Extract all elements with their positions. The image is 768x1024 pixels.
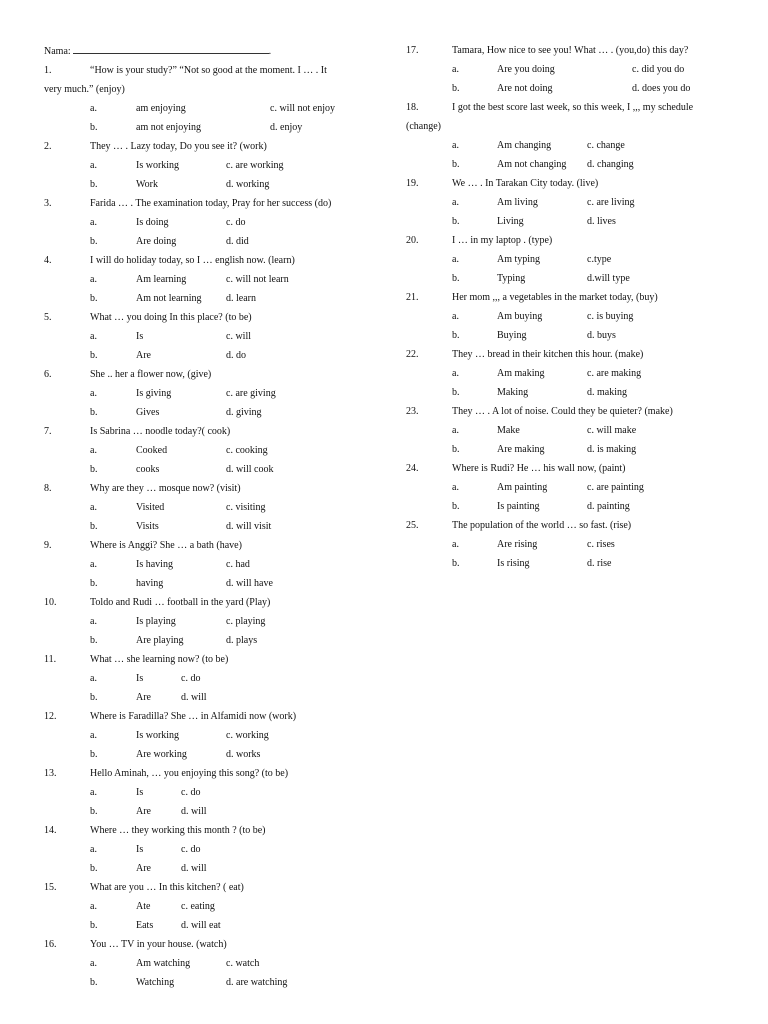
question-text: Where … they working this month ? (to be): [90, 825, 266, 836]
question-17: [384, 45, 768, 59]
question-text: Why are they … mosque now? (visit): [90, 483, 241, 494]
option-a: Am painting: [497, 482, 548, 493]
question-text-continued: (change): [406, 121, 441, 132]
options-row: [0, 958, 384, 972]
option-c: c. are living: [587, 197, 635, 208]
option-letter: b.: [90, 179, 98, 190]
option-b: Gives: [136, 407, 160, 418]
question-text: I got the best score last week, so this week, I ,,, my schedule: [452, 102, 694, 113]
option-b: Are doing: [136, 236, 177, 247]
question-13: [0, 768, 384, 782]
question-5: [0, 312, 384, 326]
option-letter: a.: [452, 311, 459, 322]
option-d: d. will: [181, 863, 207, 874]
option-b: Are making: [497, 444, 545, 455]
option-b: Living: [497, 216, 524, 227]
question-23: [384, 406, 768, 420]
option-b: having: [136, 578, 164, 589]
question-1: [0, 65, 384, 79]
option-a: Visited: [136, 502, 165, 513]
option-letter: a.: [452, 254, 459, 265]
option-d: d. will: [181, 692, 207, 703]
question-number: 17.: [406, 45, 419, 56]
question-10: [0, 597, 384, 611]
option-d: d. does you do: [632, 83, 691, 94]
option-b: Are: [136, 350, 151, 361]
option-letter: b.: [452, 159, 460, 170]
options-row: [384, 197, 768, 211]
options-row: [384, 425, 768, 439]
options-row: [0, 806, 384, 820]
option-c: c. rises: [587, 539, 615, 550]
option-b: Work: [136, 179, 158, 190]
option-letter: a.: [452, 425, 459, 436]
option-letter: a.: [452, 140, 459, 151]
options-row: [0, 673, 384, 687]
option-c: c. will make: [587, 425, 637, 436]
option-letter: a.: [90, 616, 97, 627]
question-text: Where is Anggi? She … a bath (have): [90, 540, 242, 551]
options-row: [0, 977, 384, 991]
options-row: [0, 844, 384, 858]
option-c: c. will: [226, 331, 251, 342]
options-row: [0, 578, 384, 592]
options-row: [384, 482, 768, 496]
question-text: Toldo and Rudi … football in the yard (Play): [90, 597, 271, 608]
option-b: Eats: [136, 920, 154, 931]
option-letter: b.: [90, 464, 98, 475]
option-c: c. had: [226, 559, 250, 570]
question-number: 12.: [44, 711, 57, 722]
question-number: 2.: [44, 141, 52, 152]
question-text: The population of the world … so fast. (rise): [452, 520, 632, 531]
option-d: d. enjoy: [270, 122, 303, 133]
options-row: [0, 749, 384, 763]
option-c: c. is buying: [587, 311, 634, 322]
option-a: Is: [136, 787, 144, 798]
question-text: I … in my laptop . (type): [452, 235, 553, 246]
option-letter: a.: [452, 482, 459, 493]
options-row: [384, 501, 768, 515]
options-row: [0, 179, 384, 193]
option-letter: b.: [90, 920, 98, 931]
option-a: Am living: [497, 197, 538, 208]
options-row: [384, 387, 768, 401]
option-d: d. plays: [226, 635, 258, 646]
option-a: Is giving: [136, 388, 172, 399]
question-text: I will do holiday today, so I … english now. (learn): [90, 255, 295, 266]
question-20: [384, 235, 768, 249]
options-row: [384, 140, 768, 154]
question-number: 16.: [44, 939, 57, 950]
question-text: Where is Faradilla? She … in Alfamidi now (work): [90, 711, 297, 722]
question-2: [0, 141, 384, 155]
option-letter: b.: [452, 273, 460, 284]
question-4: [0, 255, 384, 269]
question-text: She .. her a flower now, (give): [90, 369, 212, 380]
option-letter: a.: [452, 64, 459, 75]
question-number: 21.: [406, 292, 419, 303]
option-letter: b.: [90, 293, 98, 304]
options-row: [384, 311, 768, 325]
option-b: Making: [497, 387, 529, 398]
question-22: [384, 349, 768, 363]
options-row: [0, 521, 384, 535]
option-b: Watching: [136, 977, 175, 988]
name-label: Nama:: [44, 46, 71, 57]
options-row: [384, 444, 768, 458]
option-letter: b.: [90, 407, 98, 418]
option-b: Are playing: [136, 635, 184, 646]
options-row: [0, 331, 384, 345]
question-number: 24.: [406, 463, 419, 474]
question-14: [0, 825, 384, 839]
option-a: Is: [136, 844, 144, 855]
question-text: They … bread in their kitchen this hour. (make): [452, 349, 644, 360]
option-letter: b.: [452, 216, 460, 227]
option-letter: b.: [90, 350, 98, 361]
option-c: c. cooking: [226, 445, 268, 456]
option-c: c. working: [226, 730, 269, 741]
option-d: d.will type: [587, 273, 630, 284]
question-number: 4.: [44, 255, 52, 266]
option-letter: a.: [90, 844, 97, 855]
options-row: [0, 388, 384, 402]
option-letter: a.: [90, 958, 97, 969]
option-letter: a.: [452, 197, 459, 208]
question-number: 20.: [406, 235, 419, 246]
options-row: [0, 236, 384, 250]
options-row: [0, 350, 384, 364]
option-c: c. did you do: [632, 64, 685, 75]
question-text: Is Sabrina … noodle today?( cook): [90, 426, 231, 437]
option-d: d. making: [587, 387, 627, 398]
option-letter: b.: [90, 806, 98, 817]
option-c: c. will not enjoy: [270, 103, 335, 114]
question-15: [0, 882, 384, 896]
question-text: We … . In Tarakan City today. (live): [452, 178, 599, 189]
option-a: Are you doing: [497, 64, 555, 75]
question-25: [384, 520, 768, 534]
question-6: [0, 369, 384, 383]
question-3: [0, 198, 384, 212]
options-row: [384, 539, 768, 553]
question-text: Her mom ,,, a vegetables in the market today, (buy): [452, 292, 658, 303]
question-number: 25.: [406, 520, 419, 531]
options-row: [384, 558, 768, 572]
option-c: c. change: [587, 140, 625, 151]
question-number: 14.: [44, 825, 57, 836]
question-number: 10.: [44, 597, 57, 608]
question-number: 8.: [44, 483, 52, 494]
option-letter: b.: [90, 236, 98, 247]
option-a: Is doing: [136, 217, 169, 228]
options-row: [384, 64, 768, 78]
options-row: [0, 274, 384, 288]
option-letter: a.: [90, 160, 97, 171]
option-letter: a.: [90, 502, 97, 513]
option-a: Is: [136, 331, 144, 342]
option-d: d. rise: [587, 558, 612, 569]
question-21: [384, 292, 768, 306]
option-a: am enjoying: [136, 103, 186, 114]
option-letter: b.: [452, 558, 460, 569]
option-a: Am watching: [136, 958, 191, 969]
option-d: d. works: [226, 749, 261, 760]
options-row: [384, 216, 768, 230]
option-d: d. will: [181, 806, 207, 817]
option-d: d. will have: [226, 578, 273, 589]
option-a: Is working: [136, 160, 180, 171]
question-24: [384, 463, 768, 477]
option-c: c. are painting: [587, 482, 644, 493]
options-row: [0, 616, 384, 630]
options-row: [0, 445, 384, 459]
option-d: d. did: [226, 236, 249, 247]
question-number: 3.: [44, 198, 52, 209]
options-row: [384, 273, 768, 287]
name-dot: .: [268, 46, 272, 57]
question-number: 6.: [44, 369, 52, 380]
option-a: Am typing: [497, 254, 541, 265]
options-row: [384, 83, 768, 97]
options-row: [0, 407, 384, 421]
option-a: Cooked: [136, 445, 168, 456]
option-letter: b.: [452, 501, 460, 512]
option-b: Are: [136, 692, 151, 703]
option-c: c. are giving: [226, 388, 276, 399]
options-row: [0, 160, 384, 174]
option-a: Am learning: [136, 274, 187, 285]
option-letter: a.: [90, 445, 97, 456]
option-d: d. is making: [587, 444, 637, 455]
option-letter: a.: [90, 559, 97, 570]
name-blank-line: [73, 45, 269, 54]
options-row: [0, 635, 384, 649]
option-c: c. are working: [226, 160, 284, 171]
question-text: Where is Rudi? He … his wall now, (paint): [452, 463, 626, 474]
option-c: c. are making: [587, 368, 642, 379]
option-d: d. buys: [587, 330, 616, 341]
question-number: 13.: [44, 768, 57, 779]
option-d: d. giving: [226, 407, 262, 418]
option-letter: b.: [452, 83, 460, 94]
question-number: 9.: [44, 540, 52, 551]
option-letter: a.: [90, 274, 97, 285]
option-d: d. will cook: [226, 464, 274, 475]
options-row: [0, 901, 384, 915]
option-letter: a.: [90, 730, 97, 741]
question-18: [384, 102, 768, 116]
option-c: c. do: [226, 217, 246, 228]
option-a: Is: [136, 673, 144, 684]
option-b: Am not changing: [497, 159, 567, 170]
option-b: Are: [136, 806, 151, 817]
option-a: Is working: [136, 730, 180, 741]
option-b: am not enjoying: [136, 122, 201, 133]
option-letter: a.: [452, 368, 459, 379]
option-c: c. watch: [226, 958, 260, 969]
option-a: Am making: [497, 368, 545, 379]
options-row: [0, 103, 384, 117]
option-a: Ate: [136, 901, 151, 912]
options-row: [0, 730, 384, 744]
question-9: [0, 540, 384, 554]
options-row: [0, 559, 384, 573]
option-d: d. working: [226, 179, 270, 190]
question-text-continued: very much.” (enjoy): [44, 84, 125, 95]
option-c: c. do: [181, 787, 201, 798]
question-number: 18.: [406, 102, 419, 113]
question-number: 1.: [44, 65, 52, 76]
question-8: [0, 483, 384, 497]
option-c: c. do: [181, 673, 201, 684]
question-text: Tamara, How nice to see you! What … . (you,do) this day?: [452, 45, 689, 56]
option-d: d. lives: [587, 216, 616, 227]
option-b: cooks: [136, 464, 160, 475]
options-row: [384, 330, 768, 344]
option-letter: b.: [452, 387, 460, 398]
option-d: d. learn: [226, 293, 256, 304]
option-letter: b.: [90, 692, 98, 703]
question-text: They … . A lot of noise. Could they be quieter? (make): [452, 406, 673, 417]
option-b: Buying: [497, 330, 527, 341]
options-row: [384, 254, 768, 268]
options-row: [0, 464, 384, 478]
question-number: 15.: [44, 882, 57, 893]
option-a: Make: [497, 425, 520, 436]
options-row: [0, 863, 384, 877]
option-b: Are working: [136, 749, 187, 760]
options-row: [0, 293, 384, 307]
option-letter: b.: [452, 444, 460, 455]
question-12: [0, 711, 384, 725]
option-letter: a.: [90, 103, 97, 114]
option-c: c. will not learn: [226, 274, 289, 285]
question-text: What … she learning now? (to be): [90, 654, 229, 665]
option-letter: a.: [90, 673, 97, 684]
option-letter: b.: [452, 330, 460, 341]
option-a: Am buying: [497, 311, 543, 322]
option-a: Is having: [136, 559, 173, 570]
option-a: Am changing: [497, 140, 552, 151]
option-b: Is painting: [497, 501, 540, 512]
option-b: Typing: [497, 273, 526, 284]
question-11: [0, 654, 384, 668]
option-c: c. eating: [181, 901, 215, 912]
option-c: c. do: [181, 844, 201, 855]
option-b: Visits: [136, 521, 159, 532]
option-letter: a.: [90, 787, 97, 798]
question-number: 22.: [406, 349, 419, 360]
option-d: d. will eat: [181, 920, 221, 931]
name-field: [44, 45, 271, 59]
options-row: [0, 502, 384, 516]
option-letter: a.: [452, 539, 459, 550]
option-a: Are rising: [497, 539, 538, 550]
question-number: 7.: [44, 426, 52, 437]
options-row: [0, 692, 384, 706]
option-letter: b.: [90, 977, 98, 988]
option-letter: a.: [90, 331, 97, 342]
option-b: Is rising: [497, 558, 530, 569]
option-d: d. changing: [587, 159, 634, 170]
option-letter: b.: [90, 863, 98, 874]
option-c: c. playing: [226, 616, 266, 627]
question-7: [0, 426, 384, 440]
option-letter: b.: [90, 521, 98, 532]
question-number: 5.: [44, 312, 52, 323]
option-a: Is playing: [136, 616, 176, 627]
option-letter: b.: [90, 635, 98, 646]
option-letter: b.: [90, 578, 98, 589]
question-text: Farida … . The examination today, Pray for her success (do): [90, 198, 332, 209]
option-d: d. will visit: [226, 521, 272, 532]
question-number: 23.: [406, 406, 419, 417]
options-row: [0, 217, 384, 231]
question-text: You … TV in your house. (watch): [90, 939, 227, 950]
options-row: [0, 122, 384, 136]
option-c: c. visiting: [226, 502, 266, 513]
option-b: Are: [136, 863, 151, 874]
options-row: [384, 159, 768, 173]
option-letter: a.: [90, 901, 97, 912]
option-letter: b.: [90, 749, 98, 760]
question-text: What … you doing In this place? (to be): [90, 312, 252, 323]
question-19: [384, 178, 768, 192]
question-text: “How is your study?” “Not so good at the moment. I … . It: [90, 65, 327, 76]
option-b: Are not doing: [497, 83, 553, 94]
question-text: They … . Lazy today, Do you see it? (work): [90, 141, 267, 152]
question-text: Hello Aminah, … you enjoying this song? (to be): [90, 768, 289, 779]
option-letter: a.: [90, 217, 97, 228]
option-b: Am not learning: [136, 293, 202, 304]
option-d: d. painting: [587, 501, 630, 512]
question-number: 19.: [406, 178, 419, 189]
option-d: d. are watching: [226, 977, 288, 988]
options-row: [0, 920, 384, 934]
option-d: d. do: [226, 350, 246, 361]
question-number: 11.: [44, 654, 57, 665]
option-letter: a.: [90, 388, 97, 399]
question-16: [0, 939, 384, 953]
options-row: [0, 787, 384, 801]
options-row: [384, 368, 768, 382]
option-c: c.type: [587, 254, 612, 265]
option-letter: b.: [90, 122, 98, 133]
question-text: What are you … In this kitchen? ( eat): [90, 882, 244, 893]
